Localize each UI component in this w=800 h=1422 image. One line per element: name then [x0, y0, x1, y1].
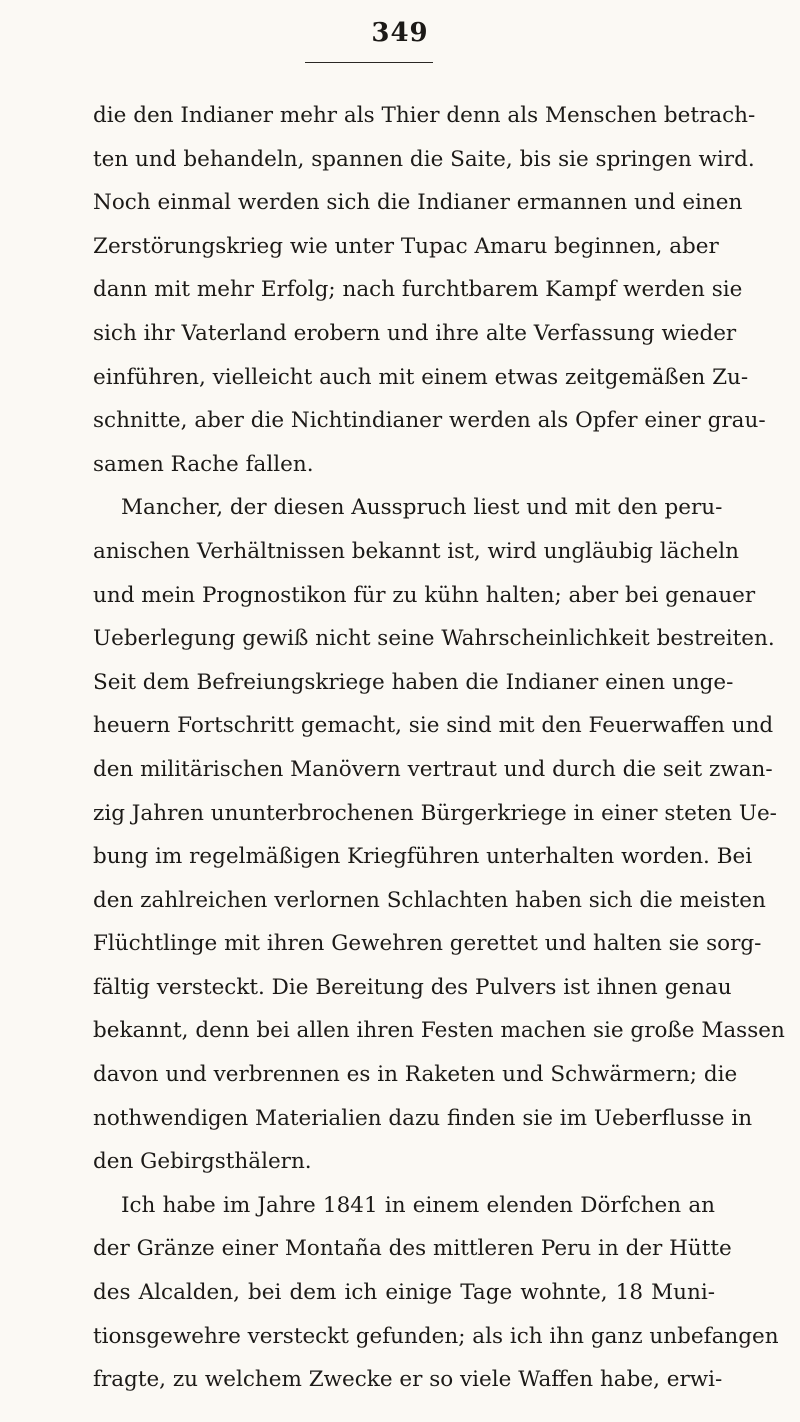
text-line: bung im regelmäßigen Kriegführen unterhalten worden. Bei — [93, 844, 753, 870]
text-line: anischen Verhältnissen bekannt ist, wird ungläubig lächeln — [93, 538, 739, 564]
text-line: Zerstörungskrieg wie unter Tupac Amaru beginnen, aber — [93, 233, 719, 259]
text-line: fragte, zu welchem Zwecke er so viele Waffen habe, erwi- — [93, 1367, 723, 1393]
text-line: Flüchtlinge mit ihren Gewehren gerettet und halten sie sorg- — [93, 931, 762, 957]
text-line: dann mit mehr Erfolg; nach furchtbarem Kampf werden sie — [93, 277, 743, 303]
body-text — [93, 94, 785, 1402]
text-line: zig Jahren ununterbrochenen Bürgerkriege in einer steten Ue- — [93, 800, 777, 826]
text-line: samen Rache fallen. — [93, 451, 314, 477]
text-line: einführen, vielleicht auch mit einem etwas zeitgemäßen Zu- — [93, 364, 749, 390]
header-rule — [305, 62, 433, 63]
text-line: und mein Prognostikon für zu kühn halten; aber bei genauer — [93, 582, 756, 608]
text-line: Mancher, der diesen Ausspruch liest und mit den peru- — [121, 495, 723, 521]
page-number: 349 — [371, 18, 429, 48]
text-line: der Gränze einer Montaña des mittleren Peru in der Hütte — [93, 1236, 732, 1262]
text-line: schnitte, aber die Nichtindianer werden als Opfer einer grau- — [93, 408, 766, 434]
text-line: tionsgewehre versteckt gefunden; als ich ihn ganz unbefangen — [93, 1323, 779, 1349]
text-line: den militärischen Manövern vertraut und durch die seit zwan- — [93, 756, 773, 782]
text-line: bekannt, denn bei allen ihren Festen machen sie große Massen — [93, 1018, 785, 1044]
text-line: sich ihr Vaterland erobern und ihre alte Verfassung wieder — [93, 320, 737, 346]
text-line: nothwendigen Materialien dazu finden sie im Ueberflusse in — [93, 1105, 753, 1131]
text-line: den Gebirgsthälern. — [93, 1149, 312, 1175]
text-line: heuern Fortschritt gemacht, sie sind mit den Feuerwaffen und — [93, 713, 774, 739]
text-line: Ich habe im Jahre 1841 in einem elenden Dörfchen an — [121, 1192, 715, 1218]
text-line: fältig versteckt. Die Bereitung des Pulvers ist ihnen genau — [93, 974, 732, 1000]
text-line: den zahlreichen verlornen Schlachten haben sich die meisten — [93, 887, 766, 913]
text-line: des Alcalden, bei dem ich einige Tage wohnte, 18 Muni- — [93, 1280, 715, 1306]
text-line: davon und verbrennen es in Raketen und Schwärmern; die — [93, 1062, 738, 1088]
text-line: ten und behandeln, spannen die Saite, bis sie springen wird. — [93, 146, 755, 172]
text-line: Noch einmal werden sich die Indianer ermannen und einen — [93, 190, 743, 216]
text-line: die den Indianer mehr als Thier denn als Menschen betrach- — [93, 103, 756, 128]
text-line: Ueberlegung gewiß nicht seine Wahrscheinlichkeit bestreiten. — [93, 626, 775, 652]
text-line: Seit dem Befreiungskriege haben die Indianer einen unge- — [93, 669, 734, 695]
